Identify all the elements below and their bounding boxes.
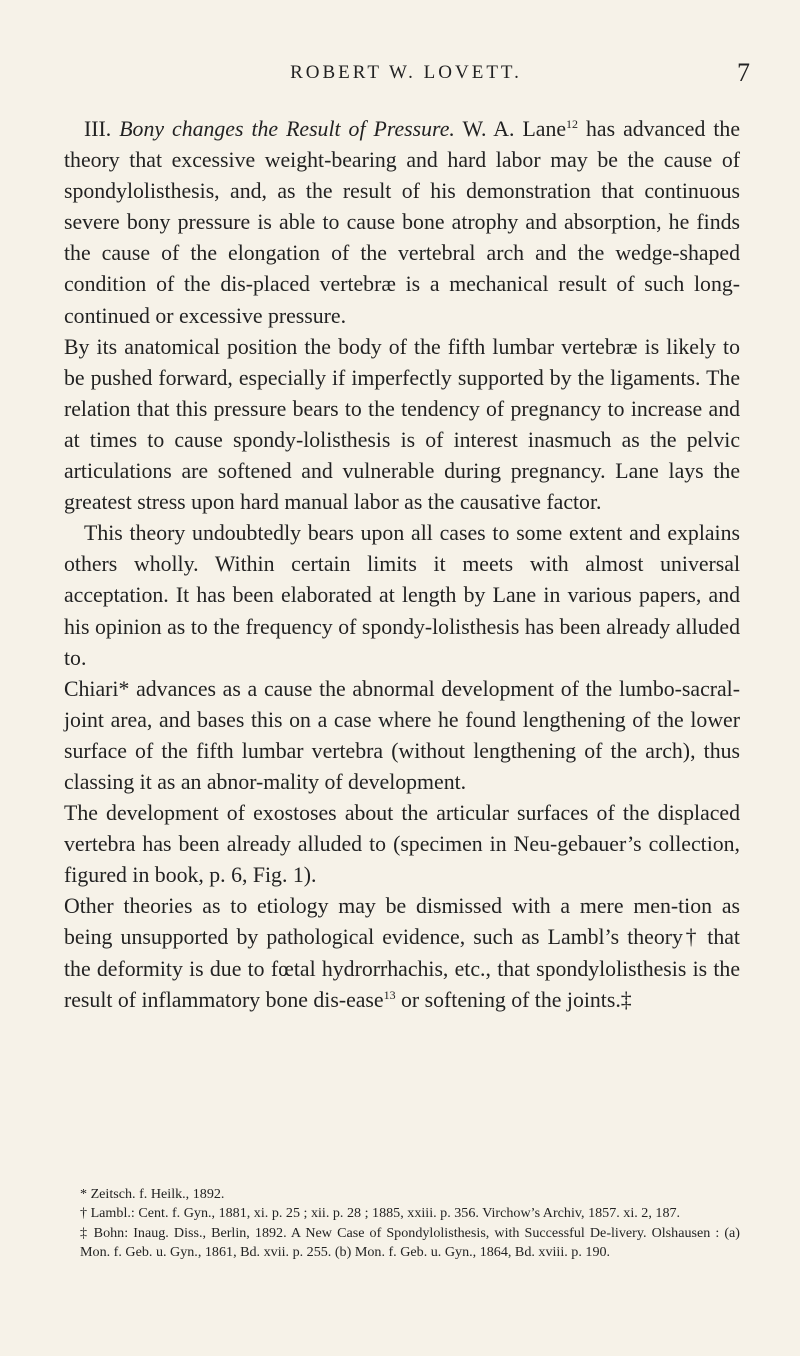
footnote-1: * Zeitsch. f. Heilk., 1892. xyxy=(80,1186,225,1202)
section-title: Bony changes the Result of Pressure. xyxy=(119,117,455,141)
paragraph-1-start: W. A. Lane xyxy=(462,117,567,141)
paragraph-1 xyxy=(64,114,740,332)
paragraph-1-rest: has advanced the theory that excessive weight-bearing and hard labor may be the cause of spondylolisthesis, and, as the result of his demonstration that continuous severe bony pressure is able to cause bone atrophy and absorption, he finds the cause of the elongation of the vertebral arch and the wedge-shaped condition of the dis-placed vertebræ is a mechanical result of such long-continued or excessive pressure. xyxy=(64,117,740,328)
footnote-2: † Lambl.: Cent. f. Gyn., 1881, xi. p. 25 ; xii. p. 28 ; 1885, xxiii. p. 356. Virchow’s Archiv, 1857. xi. 2, 187. xyxy=(80,1205,681,1222)
footnotes xyxy=(80,1185,740,1263)
main-text xyxy=(64,114,740,1016)
paragraph-6-end: or softening of the joints.‡ xyxy=(395,987,632,1012)
running-head: ROBERT W. LOVETT. xyxy=(290,62,522,83)
paragraph-6-start: Other theories as to etiology may be dismissed with a mere men-tion as being unsupported by pathological evidence, such as Lambl’s theory† that the deformity is due to fœtal hydrorrhachis, etc., that spondylolisthesis is the result of inflammatory bone dis-ease xyxy=(64,894,740,1012)
footnote-3: ‡ Bohn: Inaug. Diss., Berlin, 1892. A New Case of Spondylolisthesis, with Successful De-livery. Olshausen : (a) Mon. f. Geb. u. Gyn., 1861, Bd. xvii. p. 255. (b) Mon. f. Geb. u. Gyn., 1864, Bd. xviii. p. 190. xyxy=(80,1224,740,1261)
section-number: III. xyxy=(84,117,112,141)
reference-marker: 13 xyxy=(383,987,396,1002)
paragraph-2: By its anatomical position the body of the fifth lumbar vertebræ is likely to be pushed forward, especially if imperfectly supported by the ligaments. The relation that this pressure bears to the tendency of pregnancy to increase and at times to cause spondy-lolisthesis is of interest inasmuch as the pelvic articulations are softened and vulnerable during pregnancy. Lane lays the greatest stress upon hard manual labor as the causative factor. xyxy=(64,334,740,515)
page-header xyxy=(62,58,750,92)
paragraph-5: The development of exostoses about the articular surfaces of the displaced vertebra has been already alluded to (specimen in Neu-gebauer’s collection, figured in book, p. 6, Fig. 1). xyxy=(64,801,740,888)
paragraph-6 xyxy=(64,891,740,1015)
paragraph-3: This theory undoubtedly bears upon all cases to some extent and explains others wholly. Within certain limits it meets with almost universal acceptation. It has been elaborated at length by Lane in various papers, and his opinion as to the frequency of spondy-lolisthesis has been already alluded to. xyxy=(64,521,740,670)
page-number: 7 xyxy=(737,58,750,87)
paragraph-4: Chiari* advances as a cause the abnormal development of the lumbo-sacral-joint area, and bases this on a case where he found lengthening of the lower surface of the fifth lumbar vertebra (without lengthening of the arch), thus classing it as an abnor-mality of development. xyxy=(64,676,740,794)
reference-marker: 12 xyxy=(566,117,579,132)
